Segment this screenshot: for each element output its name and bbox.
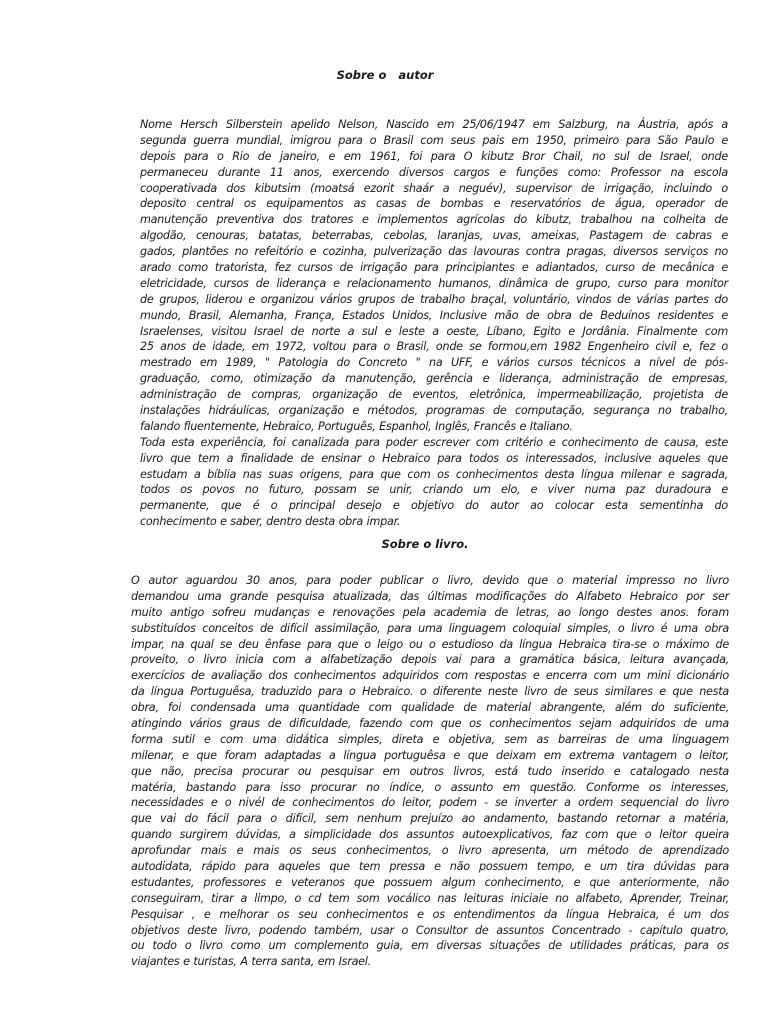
text-line: deposito central os equipamentos as casas de bombas e reservatórios de água, operador de [140,197,728,211]
text-line: mestrado em 1989, " Patologia do Concreto " na UFF, e vários cursos técnicos a nível de pós- [140,356,728,370]
text-line: viajantes e turistas, A terra santa, em Israel. [131,955,371,969]
text-line: demandou uma grande pesquisa atualizada, das últimas modificações do Alfabeto Hebraico por ser [131,589,729,603]
text-line: Israelenses, visitou Israel de norte a sul e leste a oeste, Líbano, Egito e Jordânia. Finalmente com [140,324,728,338]
text-line: graduação, como, otimização da manutenção, gerência e liderança, administração de empresas, [140,372,728,386]
text-line: conhecimento e saber, dentro desta obra impar. [140,515,401,529]
text-line: 25 anos de idade, em 1972, voltou para o Brasil, onde se formou,em 1982 Engenheiro civil e, fez o [140,340,728,354]
text-line: atingindo vários graus de dificuldade, fazendo com que os conhecimentos sejam adquiridos de uma [131,717,729,731]
text-line: que não, precisa procurar ou pesquisar em outros livros, está tudo inserido e catalogado nesta [131,764,729,778]
text-line: gados, plantões no refeitório e cozinha, pulverização das lavouras contra pragas, diversos serviços no [140,245,728,259]
text-line: arado como tratorista, fez cursos de irrigação para principiantes e adiantados, curso de mecânica e [140,261,728,275]
text-line: todos os povos no futuro, possam se unir, criando um elo, e viver numa paz duradoura e [140,483,728,497]
text-line: O autor aguardou 30 anos, para poder publicar o livro, devido que o material impresso no livro [131,574,729,587]
text-line: substituídos conceitos de difícil assimilação, para uma linguagem coloquial simples, o livro é uma obra [131,621,729,635]
text-line: eletricidade, cursos de liderança e relacionamento humanos, dinâmica de grupo, curso para monitor [140,276,728,290]
text-line: aprofundar mais e mais os seus conhecimentos, o livro apresenta, um método de aprendizado [131,844,729,858]
text-line: matéria, bastando para isso procurar no índice, o assunto em questão. Conforme os interesses, [131,780,729,794]
text-line: obra, foi condensada uma quantidade com qualidade de material abrangente, além do suficiente, [131,701,729,715]
text-line: objetivos deste livro, podendo também, usar o Consultor de assuntos Concentrado - capítulo quatro, [131,923,729,937]
text-line: necessidades e o nivél de conhecimentos do leitor, podem - se inverter a ordem sequencial do livro [131,796,729,810]
text-line: instalações hidráulicas, organização e métodos, programas de computação, segurança no trabalho, [140,404,728,418]
text-line: permanente, que é o principal desejo e objetivo do autor ao colocar esta sementinha do [140,499,728,513]
text-line: milenar, e que foram adaptadas a língua portuguêsa e que deixam em extrema vantagem o leitor, [131,748,729,762]
text-line: estudantes, professores e veteranos que possuem algum conhecimento, e que anteriormente, não [131,875,729,889]
text-line: Nome Hersch Silberstein apelido Nelson, Nascido em 25/06/1947 em Salzburg, na Áustria, após a [140,118,728,131]
text-line: administração de compras, organização de eventos, eletrônica, impermeabilização, projetista de [140,388,728,402]
text-line: autodidata, rápido para aqueles que tem pressa e não possuem tempo, e um tira dúvidas para [131,860,729,874]
text-line: algodão, cenouras, batatas, beterrabas, cebolas, laranjas, uvas, ameixas, Pastagem de cabras e [140,229,728,243]
text-line: permaneceu durante 11 anos, exercendo diversos cargos e funções como: Professor na escola [140,165,728,179]
author-section-text [140,117,728,530]
author-section-heading: Sobre o autor [336,68,434,82]
text-line: estudam a bíblia nas suas origens, para que com os conhecimentos desta língua milenar e sagrada, [140,467,728,481]
text-line: que vai do fácil para o difícil, sem nenhum prejuízo ao andamento, bastando retornar a matéria, [131,812,729,826]
text-line: Toda esta experiência, foi canalizada para poder escrever com critério e conhecimento de causa, este [140,435,728,449]
text-line: segunda guerra mundial, imigrou para o Brasil com seus pais em 1950, primeiro para São Paulo e [140,133,728,147]
text-line: conseguiram, tirar a limpo, o cd tem som vocálico nas leituras iniciaie no alfabeto, Aprender, Treinar, [131,891,729,905]
text-line: depois para o Rio de janeiro, e em 1961, foi para O kibutz Bror Chail, no sul de Israel, onde [140,149,728,163]
text-line: Pesquisar , e melhorar os seu conhecimentos e os entendimentos da língua Hebraica, é um dos [131,907,729,921]
text-line: da língua Portuguêsa, traduzido para o Hebraico. o diferente neste livro de seus similares e que nesta [131,685,729,699]
text-line: ou todo o livro como um complemento guia, em diversas situações de utilidades práticas, para os [131,939,729,953]
text-line: proveito, o livro inicia com a alfabetização depois vai para a gramática básica, leitura avançada, [131,653,729,667]
text-line: exercícios de avaliação dos conhecimentos adquiridos com respostas e encerra com um mini dicionário [131,669,729,683]
book-section-text [131,573,729,970]
text-line: mundo, Brasil, Alemanha, França, Estados Unidos, Inclusive mão de obra de Beduínos residentes e [140,308,728,322]
text-line: de grupos, liderou e organizou vários grupos de trabalho braçal, voluntário, vindos de várias partes do [140,292,728,306]
text-line: livro que tem a finalidade de ensinar o Hebraico para todos os interessados, inclusive aqueles que [140,451,728,465]
text-line: muito antigo sofreu mudanças e renovações pela academia de letras, ao longo destes anos. foram [131,605,729,619]
text-line: falando fluentemente, Hebraico, Português, Espanhol, Inglês, Francês e Italiano. [140,419,573,433]
text-line: quando surgirem dúvidas, a simplicidade dos assuntos autoexplicativos, faz com que o leitor queira [131,828,729,842]
text-line: cooperativada dos kibutsim (moatsá ezorit shaár a neguév), supervisor de irrigação, incluindo o [140,181,728,195]
text-line: impar, na qual se deu ênfase para que o leigo ou o estudioso da língua Hebraica tira-se o máximo de [131,637,729,651]
book-section-heading: Sobre o livro. [381,537,469,551]
text-line: forma sutil e com uma didática simples, direta e objetiva, sem as barreiras de uma linguagem [131,732,729,746]
text-line: manutenção preventiva dos tratores e implementos agrícolas do kibutz, trabalhou na colheita de [140,213,728,227]
